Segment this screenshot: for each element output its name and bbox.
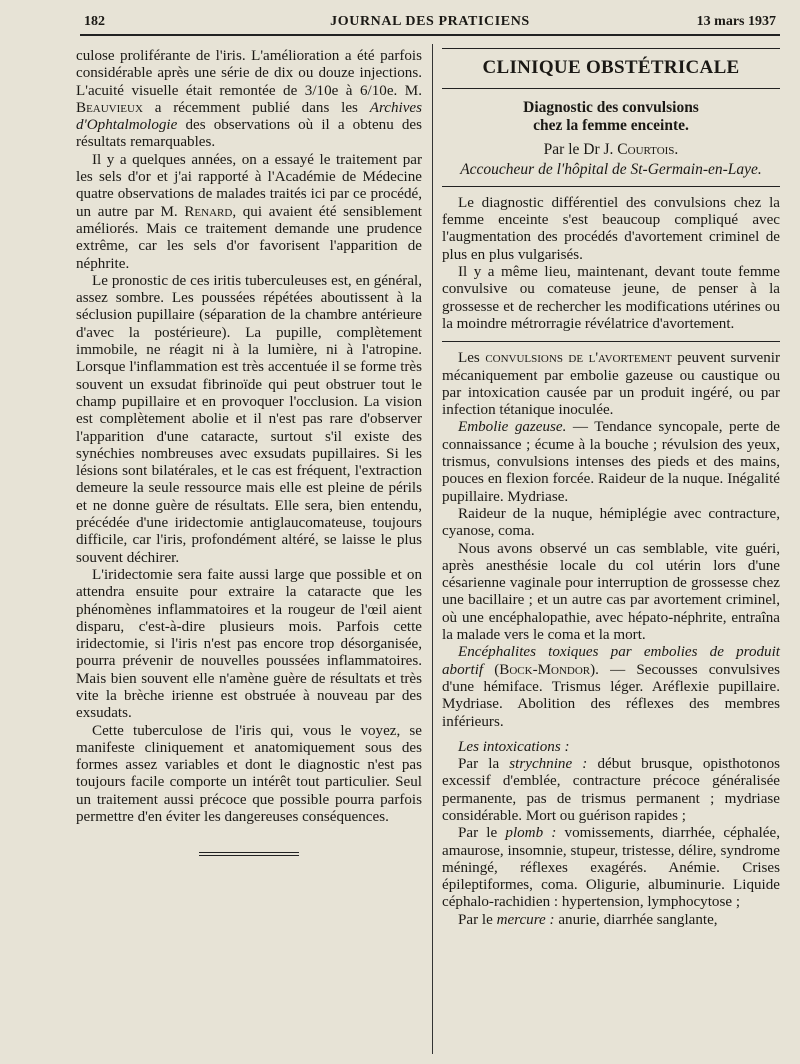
paragraph: Embolie gazeuse. — Tendance syncopale, perte de connaissance ; écume à la bouche ; révulsion des yeux, trismus, convulsions intenses des pieds et des mains, pouces en flexion forcée. Raideur de la nuque. Inégalité pupillaire. Mydriase. (442, 419, 780, 505)
author-name: Beauvieux (76, 99, 143, 116)
title-rule (442, 186, 780, 187)
column-divider (432, 44, 433, 1054)
paragraph: Raideur de la nuque, hémiplégie avec contracture, cyanose, coma. (442, 505, 780, 540)
spacer (442, 731, 780, 739)
paragraph: Par la strychnine : début brusque, opisthotonos excessif d'emblée, contracture précoce généralisée permanente, pas de trismus permanent ; mydriase considérable. Mort ou guérison rapides ; (442, 756, 781, 824)
paragraph: Il y a même lieu, maintenant, devant toute femme convulsive ou comateuse jeune, de penser à la grossesse et de rechercher les modifications utérines ou la moindre métrorragie révélatrice d'avortement. (442, 264, 780, 332)
paragraph: Le pronostic de ces iritis tuberculeuses est, en général, assez sombre. Les poussées répétées aboutissent à la séclusion pupillaire (séparation de la chambre antérieure d'avec la postérieure). La pupille, complètement immobile, ne réagit ni à la lumière, ni à l'atropine. Lorsque l'inflammation est très accentuée il se forme très souvent un exsudat fibrinoïde qui peut obstruer tout le champ pupillaire et en provoquer l'occlusion. La vision est complètement abolie et il n'est pas rare d'observer l'apparition d'une cataracte, surtout s'il existe des synéchies nombreuses avec exsudats pupillaires. Si les lésions sont bilatérales, et le cas est fréquent, l'extraction demeure la seule ressource mais elle est pleine de périls et ne donne guère de résultats. Elle sera, bien entendu, précédée d'une iridectomie antiglaucomateuse, toujours difficile, car l'iris, profondément altéré, se laisse le plus souvent déchirer. (76, 272, 422, 566)
paragraph: L'iridectomie sera faite aussi large que possible et on attendra ensuite pour extraire la cataracte que les phénomènes inflammatoires et la rougeur de l'œil aient disparu, c'est-à-dire plusieurs mois. Parfois cette iridectomie, si l'iris n'est pas encore trop désorganisée, pourra prévenir de nouvelles poussées inflammatoires. Mais bien souvent elle n'amène guère de résultats et très vite la brèche irienne est obstruée à nouveau par des exsudats. (76, 566, 422, 722)
paragraph: Nous avons observé un cas semblable, vite guéri, après anesthésie locale du col utérin lors d'une césarienne vaginale pour interruption de grossesse chez une bacillaire ; et un autre cas par avortement criminel, où une encéphalopathie, avec hépato-néphrite, entraîna la malade vers le coma et la mort. (442, 540, 780, 644)
page-number: 182 (84, 14, 105, 29)
section-title: CLINIQUE OBSTÉTRICALE (442, 48, 780, 89)
page-header (84, 14, 776, 36)
header-rule (80, 34, 780, 36)
right-column (442, 48, 780, 929)
paragraph: Les convulsions de l'avortement peuvent survenir mécaniquement par embolie gazeuse ou caustique ou par intoxication causée par un produit ingéré, ou par infection tétanique inoculée. (442, 350, 780, 419)
paragraph: Cette tuberculose de l'iris qui, vous le voyez, se manifeste cliniquement et anatomiquement sous des formes assez variables et dont le diagnostic n'est pas toujours facile comporte un intérêt tout particulier. Seul un traitement aussi précoce que possible pourra parfois permettre d'en éviter les dangereuses conséquences. (76, 722, 422, 826)
subheading: Les intoxications : (458, 738, 570, 755)
paragraph: Par le mercure : anurie, diarrhée sanglante, (458, 911, 718, 928)
article-author: Par le Dr J. Courtois. (543, 141, 679, 159)
issue-date: 13 mars 1937 (696, 14, 776, 29)
article-title: Diagnostic des convulsions chez la femme enceinte. (523, 99, 699, 135)
journal-name: Archives d'Ophtalmologie (76, 99, 422, 134)
paragraph: culose proliférante de l'iris. L'amélioration a été parfois considérable après une série de dix ou douze injections. L'acuité visuelle était remontée de 3/10e à 6/10e. M. Beauvieux a récemment publié dans les Archives d'Ophtalmologie des observations où il a obtenu des résultats remarquables. (76, 48, 422, 151)
paragraph: Le diagnostic différentiel des convulsions chez la femme enceinte s'est beaucoup compliqué avec l'augmentation des procédés d'avortement criminel de plus en plus vulgarisés. (442, 194, 780, 263)
journal-title: JOURNAL DES PRATICIENS (330, 14, 530, 29)
left-column (76, 48, 422, 856)
author-name: Renard (184, 203, 233, 220)
author-affiliation: Accoucheur de l'hôpital de St-Germain-en-Laye. (460, 160, 762, 178)
section-rule (442, 341, 780, 342)
paragraph: Il y a quelques années, on a essayé le traitement par les sels d'or et j'ai rapporté à l'Académie de Médecine quatre observations de malades traités ici par ce procédé, un autre par M. Renard, qui avaient été sensiblement améliorés. Mais ce traitement demande une prudence extrême, car les sels d'or favorisent l'apparition de néphrite. (76, 151, 422, 272)
end-rule (199, 852, 299, 856)
paragraph: Encéphalites toxiques par embolies de produit abortif (Bock-Mondor). — Secousses convulsives d'une hémiface. Trismus léger. Aréflexie pupillaire. Mydriase. Abolition des réflexes des membres inférieurs. (442, 644, 780, 730)
paragraph: Par le plomb : vomissements, diarrhée, céphalée, amaurose, insomnie, stupeur, tristesse, délire, syndrome méningé, réflexes exagérés. Anémie. Crises épileptiformes, coma. Oligurie, albuminurie. Liquide céphalo-rachidien : hypertension, lymphocytose ; (442, 825, 780, 911)
